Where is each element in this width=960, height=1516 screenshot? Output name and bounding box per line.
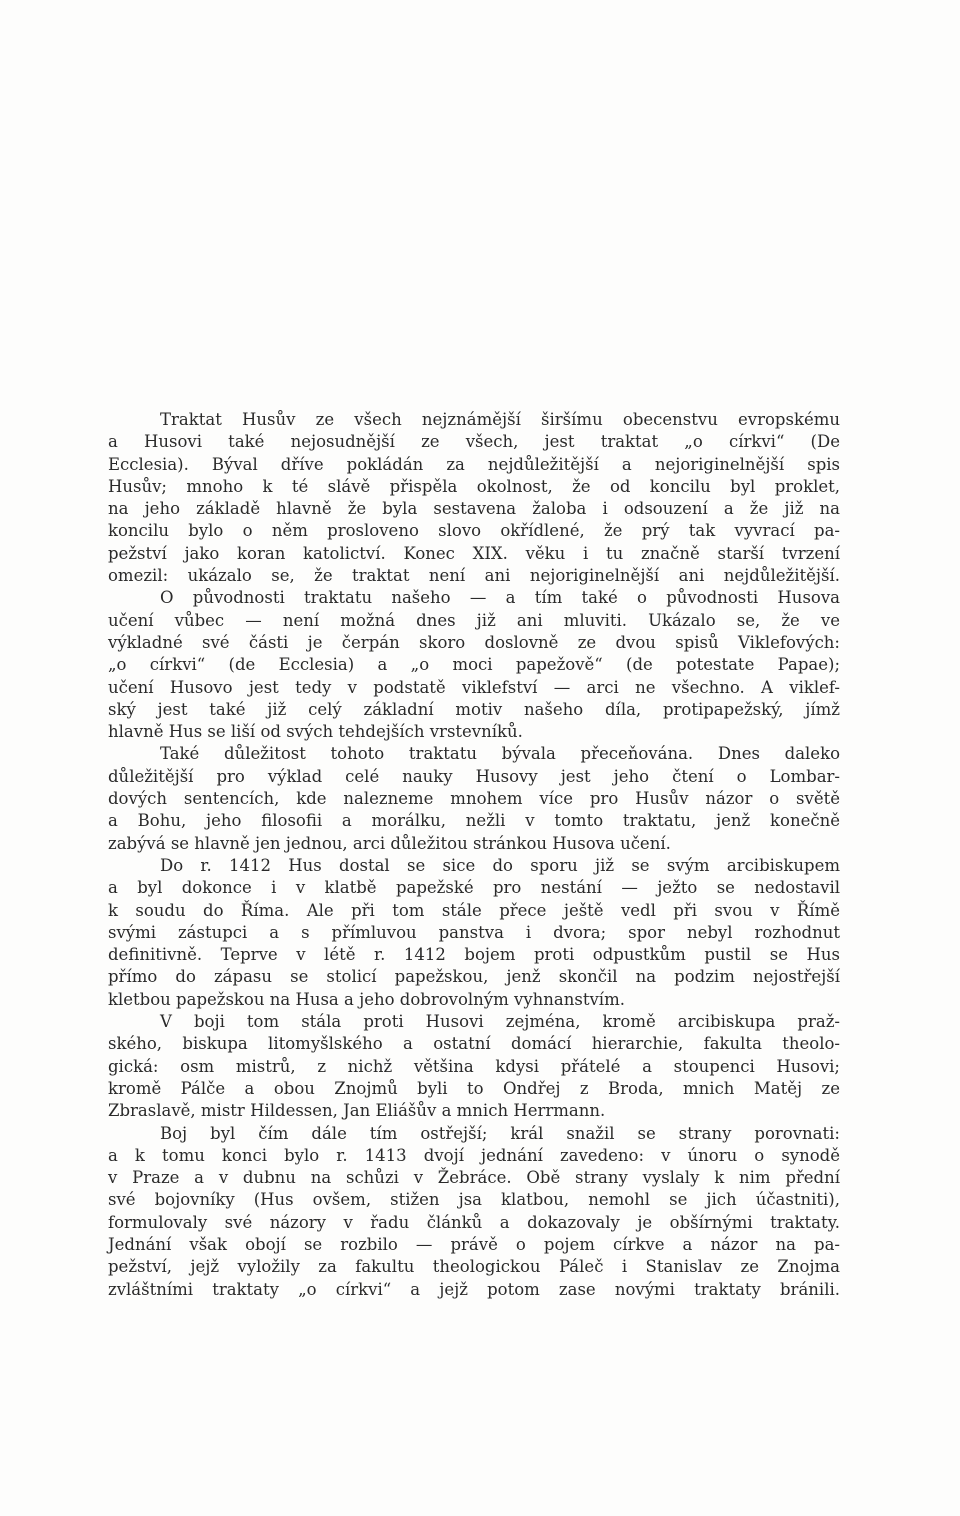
text-line: Traktat Husův ze všech nejznámější širšímu obecenstvu evropskému [160, 410, 840, 429]
text-line: pežství jako koran katolictví. Konec XIX. věku i tu značně starší tvrzení [108, 543, 840, 563]
text-line: Ecclesia). Býval dříve pokládán za nejdůležitější a nejoriginelnější spis [108, 454, 840, 474]
text-line: Do r. 1412 Hus dostal se sice do sporu již se svým arcibiskupem [160, 855, 840, 875]
text-line: v Praze a v dubnu na schůzi v Žebráce. Obě strany vyslaly k nim přední [108, 1168, 840, 1188]
text-line: a Husovi také nejosudnější ze všech, jest traktat „o církvi“ (De [108, 432, 840, 452]
text-line: a k tomu konci bylo r. 1413 dvojí jednání zavedeno: v únoru o synodě [108, 1145, 840, 1165]
text-line: gická: osm mistrů, z nichž většina kdysi přátelé a stoupenci Husovi; [108, 1056, 840, 1076]
text-line: omezil: ukázalo se, že traktat není ani nejoriginelnější ani nejdůležitější. [108, 566, 840, 586]
text-line: O původnosti traktatu našeho — a tím také o původnosti Husova [160, 588, 840, 608]
paragraph-5 [108, 1011, 840, 1122]
text-line: „o církvi“ (de Ecclesia) a „o moci papežově“ (de potestate Papae); [108, 655, 840, 675]
text-line: učení vůbec — není možná dnes již ani mluviti. Ukázalo se, že ve [108, 610, 840, 630]
text-line: kletbou papežskou na Husa a jeho dobrovolným vyhnanstvím. [108, 989, 625, 1009]
text-line: a Bohu, jeho filosofii a morálku, nežli v tomto traktatu, jenž konečně [108, 811, 840, 831]
text-line: ského, biskupa litomyšlského a ostatní domácí hierarchie, fakulta theolo- [108, 1034, 840, 1054]
paragraph-3 [108, 743, 840, 854]
paragraph-6 [108, 1123, 840, 1301]
text-line: výkladné své části je čerpán skoro doslovně ze dvou spisů Viklefových: [108, 632, 840, 652]
text-line: přímo do zápasu se stolicí papežskou, jenž skončil na podzim nejostřejší [108, 967, 840, 987]
text-line: Také důležitost tohoto traktatu bývala přeceňována. Dnes daleko [160, 744, 840, 764]
text-line: Husův; mnoho k té slávě přispěla okolnost, že od koncilu byl proklet, [108, 476, 840, 496]
text-line: definitivně. Teprve v létě r. 1412 bojem proti odpustkům pustil se Hus [108, 945, 840, 965]
text-line: kromě Pálče a obou Znojmů byli to Ondřej z Broda, mnich Matěj ze [108, 1078, 840, 1098]
paragraph-4 [108, 855, 840, 1011]
text-line: důležitější pro výklad celé nauky Husovy jest jeho čtení o Lombar- [108, 766, 840, 786]
paragraph-1 [108, 409, 840, 587]
body-text [108, 409, 840, 1301]
text-line: dových sentencích, kde nalezneme mnohem více pro Husův názor o světě [108, 789, 840, 809]
text-line: Zbraslavě, mistr Hildessen, Jan Eliášův a mnich Herrmann. [108, 1101, 606, 1121]
text-line: k soudu do Říma. Ale při tom stále přece ještě vedl při svou v Římě [108, 900, 840, 920]
text-line: a byl dokonce i v klatbě papežské pro nestání — ježto se nedostavil [108, 878, 840, 898]
text-line: koncilu bylo o něm prosloveno slovo okřídlené, že prý tak vyvrací pa- [108, 521, 840, 541]
text-line: své bojovníky (Hus ovšem, stižen jsa klatbou, nemohl se jich účastniti), [108, 1190, 840, 1210]
text-line: na jeho základě hlavně že byla sestavena žaloba i odsouzení a že již na [108, 499, 840, 519]
text-line: Boj byl čím dále tím ostřejší; král snažil se strany porovnati: [160, 1123, 840, 1143]
text-line: učení Husovo jest tedy v podstatě viklefství — arci ne všechno. A viklef- [108, 677, 840, 697]
paragraph-2 [108, 587, 840, 743]
text-line: svými zástupci a s přímluvou panstva i dvora; spor nebyl rozhodnut [108, 922, 840, 942]
text-line: ský jest také již celý základní motiv našeho díla, protipapežský, jímž [108, 699, 840, 719]
text-line: formulovaly své názory v řadu článků a dokazovaly je obšírnými traktaty. [108, 1212, 840, 1232]
text-line: hlavně Hus se liší od svých tehdejších vrstevníků. [108, 722, 523, 742]
text-line: V boji tom stála proti Husovi zejména, kromě arcibiskupa praž- [160, 1012, 840, 1032]
text-line: Jednání však obojí se rozbilo — právě o pojem církve a názor na pa- [108, 1234, 840, 1254]
text-line: zvláštními traktaty „o církvi“ a jejž potom zase novými traktaty bránili. [108, 1279, 840, 1299]
text-line: pežství, jejž vyložily za fakultu theologickou Páleč i Stanislav ze Znojma [108, 1257, 840, 1277]
text-line: zabývá se hlavně jen jednou, arci důležitou stránkou Husova učení. [108, 833, 671, 853]
